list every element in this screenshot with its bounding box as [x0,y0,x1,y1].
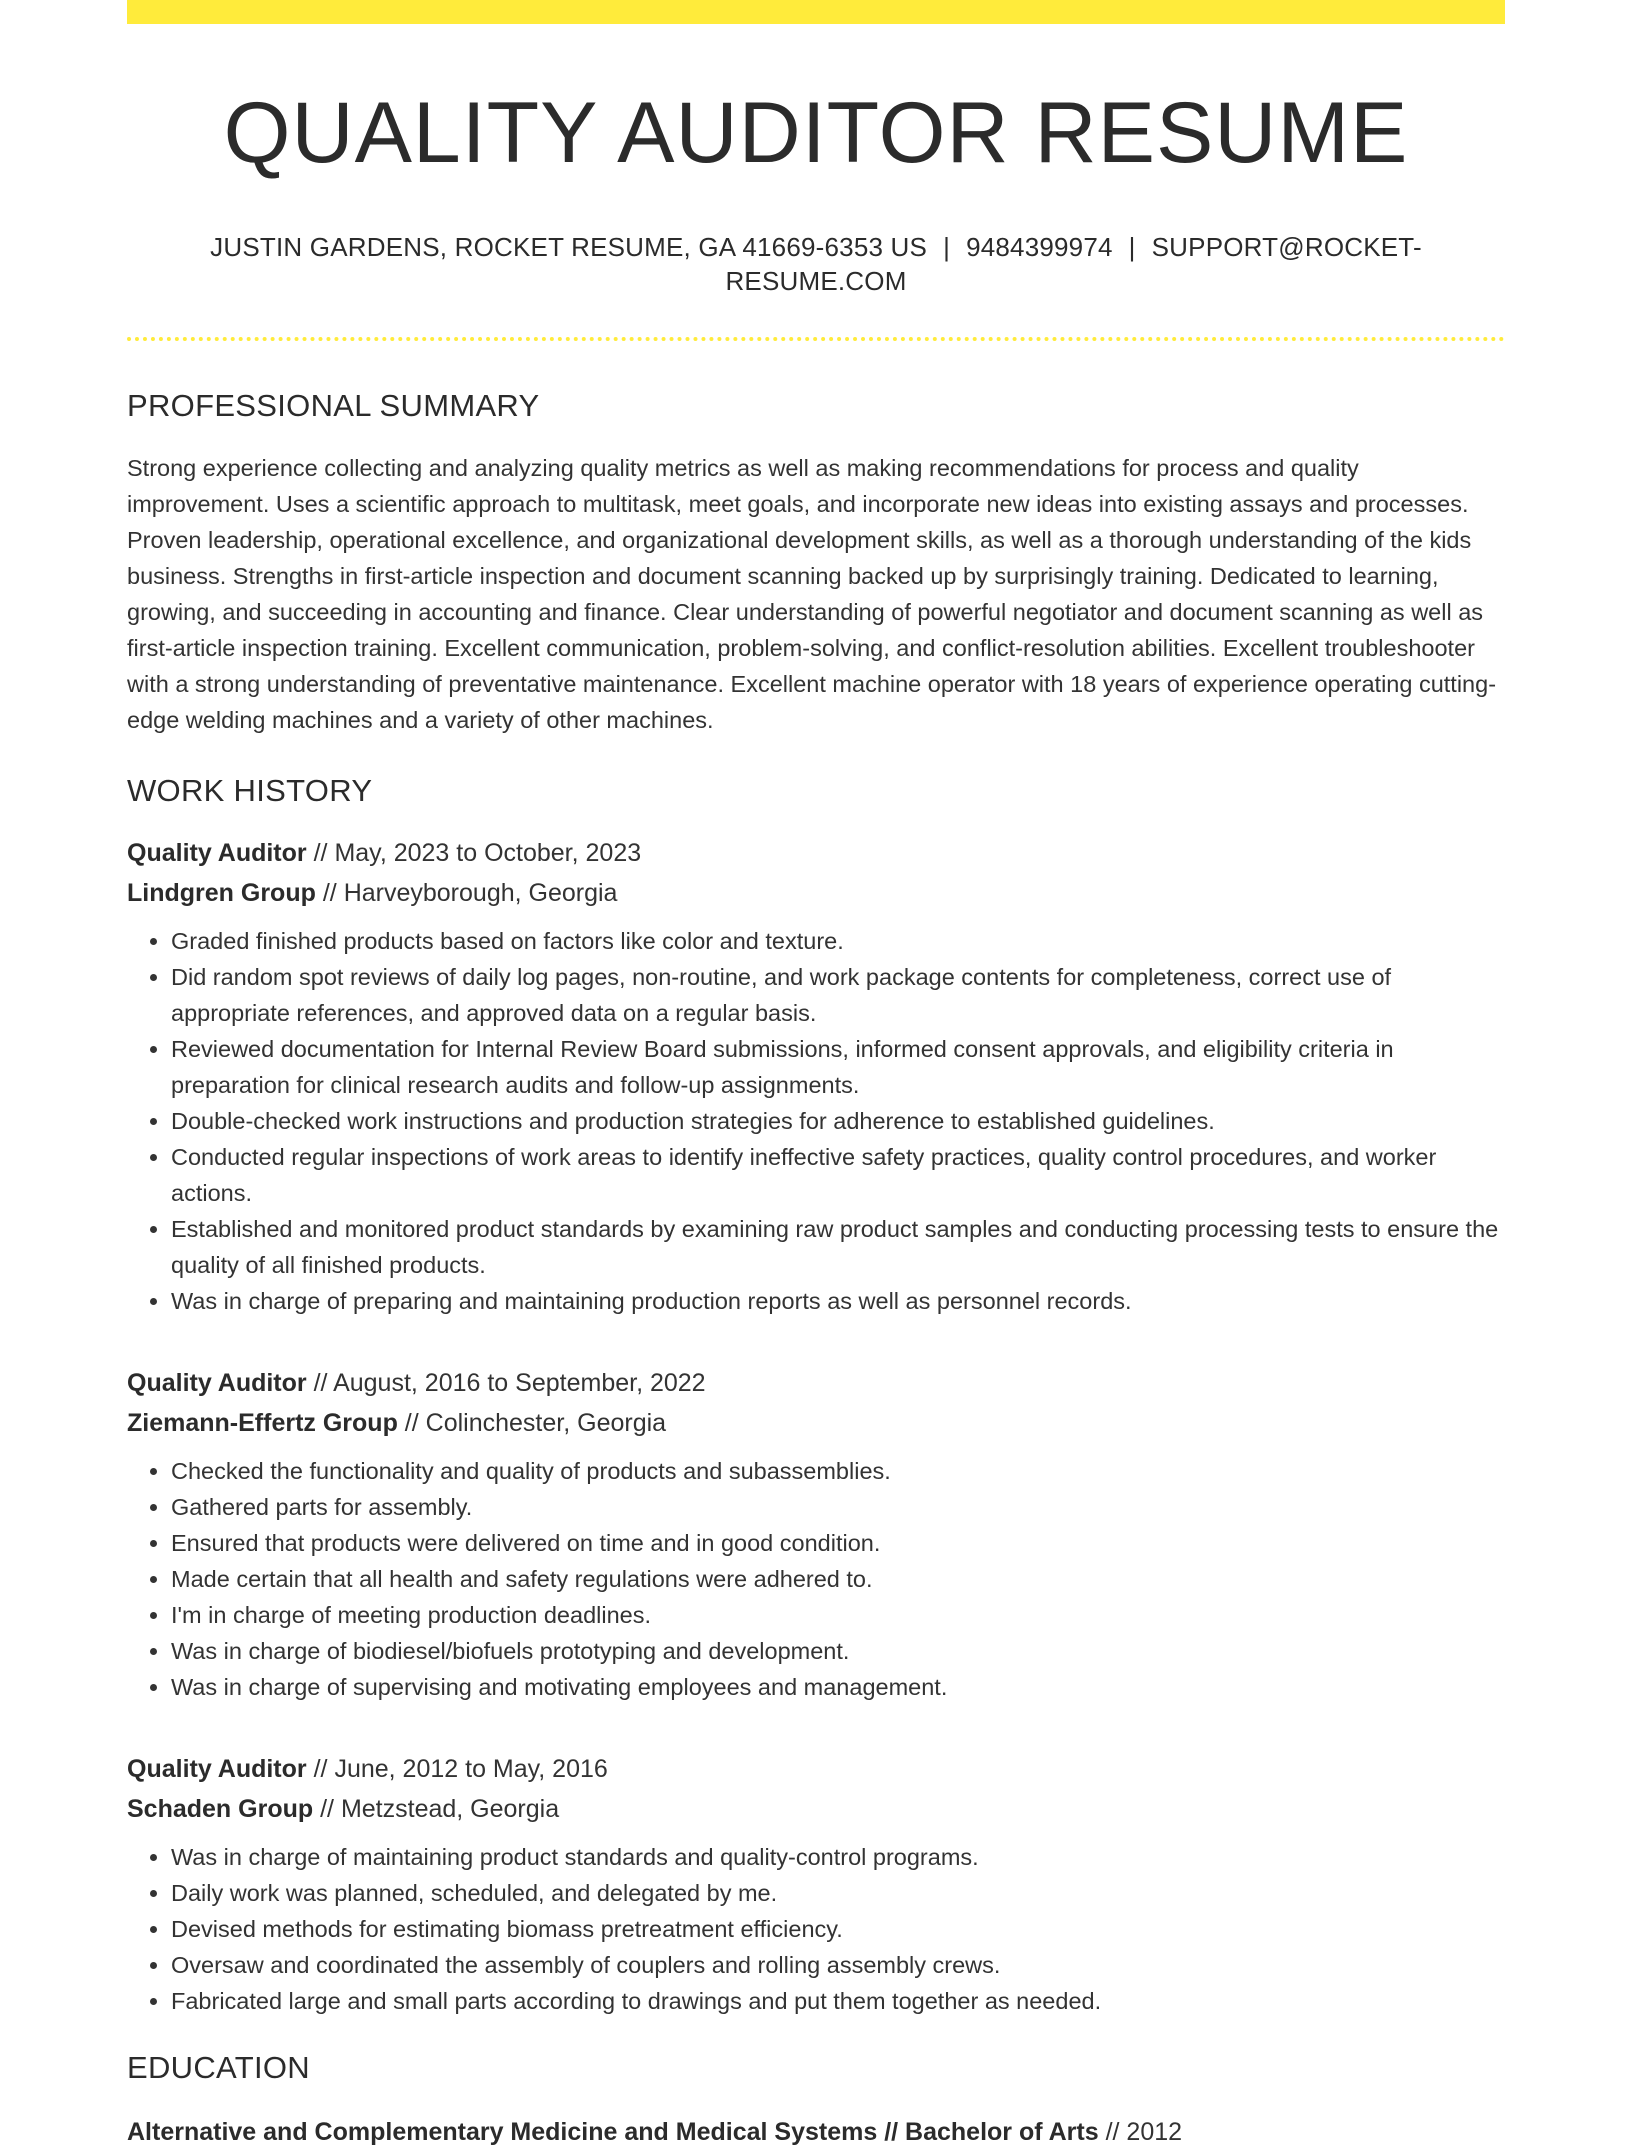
bullet-item: • Was in charge of biodiesel/biofuels prototyping and development. [171,1633,1505,1669]
job-dates: May, 2023 to October, 2023 [334,839,642,868]
education-list [127,2112,1505,2152]
bullet-item: • Conducted regular inspections of work areas to identify ineffective safety practices, quality control procedures, and worker actions. [171,1139,1505,1211]
job-location: Metzstead, Georgia [340,1795,560,1824]
bullet-item: • Daily work was planned, scheduled, and delegated by me. [171,1875,1505,1911]
summary-heading: PROFESSIONAL SUMMARY [127,387,540,423]
divider: // [320,1795,334,1824]
bullet-item: • Fabricated large and small parts according to drawings and put them together as needed. [171,1983,1505,2019]
divider: // [313,1755,328,1784]
page-title: QUALITY AUDITOR RESUME [223,85,1409,181]
education-field: Alternative and Complementary Medicine and Medical Systems [127,2118,878,2147]
bullet-item: • Was in charge of maintaining product standards and quality-control programs. [171,1839,1505,1875]
job-entry [127,1363,1505,1705]
bullet-item: • I'm in charge of meeting production deadlines. [171,1597,1505,1633]
contact-phone: 9484399974 [966,232,1113,263]
bullet-item: • Double-checked work instructions and production strategies for adherence to established guidelines. [171,1103,1505,1139]
job-entry [127,833,1505,1319]
job-bullets [127,1839,1505,2019]
job-location: Colinchester, Georgia [425,1409,667,1438]
bullet-item: • Did random spot reviews of daily log pages, non-routine, and work package contents for completeness, correct use of appropriate references, and approved data on a regular basis. [171,959,1505,1031]
job-location: Harveyborough, Georgia [343,879,618,908]
divider: // [322,879,337,908]
job-company: Schaden Group [127,1795,314,1824]
bullet-item: • Was in charge of supervising and motivating employees and management. [171,1669,1505,1705]
bullet-item: • Checked the functionality and quality of products and subassemblies. [171,1453,1505,1489]
divider: // [404,1409,419,1438]
bullet-item: • Graded finished products based on factors like color and texture. [171,923,1505,959]
bullet-item: • Was in charge of preparing and maintaining production reports as well as personnel records. [171,1283,1505,1319]
job-bullets [127,923,1505,1319]
contact-separator: | [1128,232,1136,263]
job-title: Quality Auditor [127,1755,307,1784]
divider: // [884,2118,899,2147]
job-company-line [127,1403,1505,1443]
job-title: Quality Auditor [127,839,307,868]
bullet-item: • Established and monitored product standards by examining raw product samples and conducting processing tests to ensure the quality of all finished products. [171,1211,1505,1283]
resume-page [127,0,1505,2152]
accent-bar [127,0,1505,24]
job-title: Quality Auditor [127,1369,307,1398]
contact-address: JUSTIN GARDENS, ROCKET RESUME, GA 41669-6353 US [210,232,928,263]
job-company-line [127,1789,1505,1829]
bullet-item: • Oversaw and coordinated the assembly of couplers and rolling assembly crews. [171,1947,1505,1983]
work-history-heading: WORK HISTORY [127,772,373,808]
work-history-list [127,833,1505,2019]
divider: // [313,1369,328,1398]
job-title-line [127,1363,1505,1403]
bullet-item: • Ensured that products were delivered on time and in good condition. [171,1525,1505,1561]
job-company: Ziemann-Effertz Group [127,1409,398,1438]
contact-email: SUPPORT@ROCKET-RESUME.COM [725,232,1422,296]
education-heading: EDUCATION [127,2050,310,2086]
summary-text: Strong experience collecting and analyzing quality metrics as well as making recommendations for process and quality improvement. Uses a scientific approach to multitask, meet goals, and incorporate new ideas into existing assays and processes. Proven leadership, operational excellence, and organizational development skills, as well as a thorough understanding of the kids business. Strengths in first-article inspection and document scanning backed up by surprisingly training. Dedicated to learning, growing, and succeeding in accounting and finance. Clear understanding of powerful negotiator and document scanning as well as first-article inspection training. Excellent communication, problem-solving, and conflict-resolution abilities. Excellent troubleshooter with a strong understanding of preventative maintenance. Excellent machine operator with 18 years of experience operating cutting-edge welding machines and a variety of other machines. [127,454,1497,733]
job-title-line [127,1749,1505,1789]
bullet-item: • Reviewed documentation for Internal Review Board submissions, informed consent approvals, and eligibility criteria in preparation for clinical research audits and follow-up assignments. [171,1031,1505,1103]
job-title-line [127,833,1505,873]
job-dates: August, 2016 to September, 2022 [333,1369,706,1398]
job-company-line [127,873,1505,913]
contact-line [127,231,1505,299]
divider: // [313,839,328,868]
contact-separator: | [943,232,951,263]
bullet-item: • Made certain that all health and safety regulations were adhered to. [171,1561,1505,1597]
job-dates: June, 2012 to May, 2016 [334,1755,608,1784]
education-year: 2012 [1126,2118,1183,2147]
divider: // [1105,2118,1120,2147]
job-bullets [127,1453,1505,1705]
education-entry [127,2112,1505,2152]
bullet-item: • Devised methods for estimating biomass pretreatment efficiency. [171,1911,1505,1947]
job-company: Lindgren Group [127,879,316,908]
education-degree: Bachelor of Arts [905,2118,1099,2147]
job-entry [127,1749,1505,2019]
bullet-item: • Gathered parts for assembly. [171,1489,1505,1525]
header-divider [127,337,1505,341]
